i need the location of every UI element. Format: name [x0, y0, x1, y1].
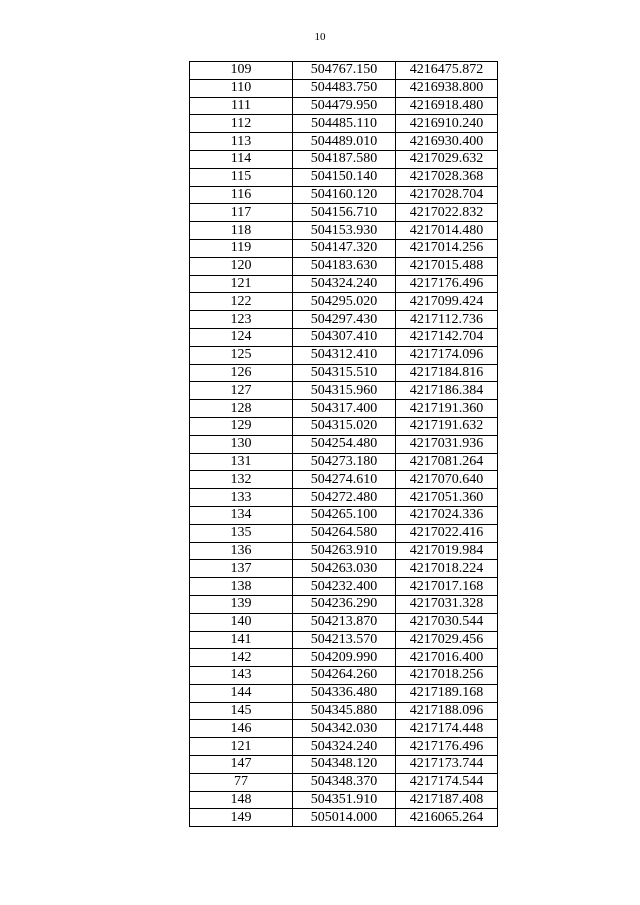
x-coordinate-cell: 504273.180	[293, 453, 396, 471]
table-row	[190, 150, 498, 168]
x-coordinate-cell: 504342.030	[293, 720, 396, 738]
y-coordinate-cell: 4217184.816	[396, 364, 498, 382]
point-number-cell: 143	[190, 667, 293, 685]
x-coordinate-cell: 504153.930	[293, 222, 396, 240]
table-row	[190, 133, 498, 151]
y-coordinate-cell: 4217142.704	[396, 328, 498, 346]
table-row	[190, 613, 498, 631]
y-coordinate-cell: 4217099.424	[396, 293, 498, 311]
x-coordinate-cell: 504160.120	[293, 186, 396, 204]
point-number-cell: 126	[190, 364, 293, 382]
x-coordinate-cell: 504489.010	[293, 133, 396, 151]
point-number-cell: 128	[190, 400, 293, 418]
table-row	[190, 417, 498, 435]
y-coordinate-cell: 4216918.480	[396, 97, 498, 115]
table-row	[190, 578, 498, 596]
point-number-cell: 119	[190, 239, 293, 257]
y-coordinate-cell: 4217191.632	[396, 417, 498, 435]
y-coordinate-cell: 4216938.800	[396, 79, 498, 97]
y-coordinate-cell: 4217031.328	[396, 595, 498, 613]
x-coordinate-cell: 504264.580	[293, 524, 396, 542]
table-row	[190, 791, 498, 809]
table-row	[190, 382, 498, 400]
point-number-cell: 109	[190, 62, 293, 80]
y-coordinate-cell: 4217176.496	[396, 738, 498, 756]
table-row	[190, 738, 498, 756]
x-coordinate-cell: 504209.990	[293, 649, 396, 667]
table-row	[190, 435, 498, 453]
table-row	[190, 720, 498, 738]
table-row	[190, 542, 498, 560]
point-number-cell: 140	[190, 613, 293, 631]
y-coordinate-cell: 4216930.400	[396, 133, 498, 151]
x-coordinate-cell: 504336.480	[293, 684, 396, 702]
table-row	[190, 346, 498, 364]
point-number-cell: 114	[190, 150, 293, 168]
point-number-cell: 121	[190, 738, 293, 756]
table-row	[190, 631, 498, 649]
y-coordinate-cell: 4217187.408	[396, 791, 498, 809]
point-number-cell: 125	[190, 346, 293, 364]
y-coordinate-cell: 4217019.984	[396, 542, 498, 560]
x-coordinate-cell: 504232.400	[293, 578, 396, 596]
table-row	[190, 115, 498, 133]
x-coordinate-cell: 504479.950	[293, 97, 396, 115]
table-row	[190, 684, 498, 702]
point-number-cell: 146	[190, 720, 293, 738]
point-number-cell: 147	[190, 756, 293, 774]
point-number-cell: 115	[190, 168, 293, 186]
table-row	[190, 364, 498, 382]
table-row	[190, 756, 498, 774]
table-row	[190, 400, 498, 418]
x-coordinate-cell: 504147.320	[293, 239, 396, 257]
x-coordinate-cell: 504348.120	[293, 756, 396, 774]
table-row	[190, 186, 498, 204]
point-number-cell: 149	[190, 809, 293, 827]
point-number-cell: 116	[190, 186, 293, 204]
point-number-cell: 133	[190, 489, 293, 507]
y-coordinate-cell: 4217051.360	[396, 489, 498, 507]
x-coordinate-cell: 504483.750	[293, 79, 396, 97]
x-coordinate-cell: 504348.370	[293, 773, 396, 791]
point-number-cell: 137	[190, 560, 293, 578]
point-number-cell: 77	[190, 773, 293, 791]
table-row	[190, 275, 498, 293]
x-coordinate-cell: 504274.610	[293, 471, 396, 489]
point-number-cell: 136	[190, 542, 293, 560]
y-coordinate-cell: 4217017.168	[396, 578, 498, 596]
x-coordinate-cell: 504297.430	[293, 311, 396, 329]
point-number-cell: 112	[190, 115, 293, 133]
point-number-cell: 124	[190, 328, 293, 346]
y-coordinate-cell: 4216475.872	[396, 62, 498, 80]
x-coordinate-cell: 504263.030	[293, 560, 396, 578]
x-coordinate-cell: 504263.910	[293, 542, 396, 560]
y-coordinate-cell: 4217112.736	[396, 311, 498, 329]
table-row	[190, 773, 498, 791]
x-coordinate-cell: 504315.510	[293, 364, 396, 382]
x-coordinate-cell: 504317.400	[293, 400, 396, 418]
y-coordinate-cell: 4217014.256	[396, 239, 498, 257]
table-row	[190, 79, 498, 97]
x-coordinate-cell: 504295.020	[293, 293, 396, 311]
table-row	[190, 702, 498, 720]
table-row	[190, 168, 498, 186]
y-coordinate-cell: 4217018.256	[396, 667, 498, 685]
point-number-cell: 145	[190, 702, 293, 720]
table-row	[190, 204, 498, 222]
y-coordinate-cell: 4216065.264	[396, 809, 498, 827]
x-coordinate-cell: 504187.580	[293, 150, 396, 168]
point-number-cell: 129	[190, 417, 293, 435]
y-coordinate-cell: 4217191.360	[396, 400, 498, 418]
y-coordinate-cell: 4217028.368	[396, 168, 498, 186]
x-coordinate-cell: 504324.240	[293, 275, 396, 293]
x-coordinate-cell: 504150.140	[293, 168, 396, 186]
table-row	[190, 489, 498, 507]
y-coordinate-cell: 4217030.544	[396, 613, 498, 631]
point-number-cell: 148	[190, 791, 293, 809]
y-coordinate-cell: 4217014.480	[396, 222, 498, 240]
point-number-cell: 134	[190, 506, 293, 524]
point-number-cell: 120	[190, 257, 293, 275]
x-coordinate-cell: 504156.710	[293, 204, 396, 222]
point-number-cell: 121	[190, 275, 293, 293]
point-number-cell: 110	[190, 79, 293, 97]
y-coordinate-cell: 4217174.448	[396, 720, 498, 738]
point-number-cell: 130	[190, 435, 293, 453]
x-coordinate-cell: 504236.290	[293, 595, 396, 613]
point-number-cell: 142	[190, 649, 293, 667]
y-coordinate-cell: 4217031.936	[396, 435, 498, 453]
table-row	[190, 809, 498, 827]
table-row	[190, 328, 498, 346]
x-coordinate-cell: 504767.150	[293, 62, 396, 80]
point-number-cell: 132	[190, 471, 293, 489]
table-row	[190, 239, 498, 257]
point-number-cell: 127	[190, 382, 293, 400]
table-row	[190, 524, 498, 542]
x-coordinate-cell: 504307.410	[293, 328, 396, 346]
y-coordinate-cell: 4217188.096	[396, 702, 498, 720]
y-coordinate-cell: 4217174.096	[396, 346, 498, 364]
x-coordinate-cell: 504213.570	[293, 631, 396, 649]
y-coordinate-cell: 4217081.264	[396, 453, 498, 471]
x-coordinate-cell: 504264.260	[293, 667, 396, 685]
point-number-cell: 144	[190, 684, 293, 702]
point-number-cell: 111	[190, 97, 293, 115]
x-coordinate-cell: 504315.020	[293, 417, 396, 435]
table-row	[190, 506, 498, 524]
point-number-cell: 138	[190, 578, 293, 596]
y-coordinate-cell: 4217186.384	[396, 382, 498, 400]
table-row	[190, 453, 498, 471]
x-coordinate-cell: 504254.480	[293, 435, 396, 453]
y-coordinate-cell: 4217189.168	[396, 684, 498, 702]
table-row	[190, 257, 498, 275]
table-row	[190, 311, 498, 329]
x-coordinate-cell: 504213.870	[293, 613, 396, 631]
y-coordinate-cell: 4216910.240	[396, 115, 498, 133]
point-number-cell: 135	[190, 524, 293, 542]
x-coordinate-cell: 504265.100	[293, 506, 396, 524]
y-coordinate-cell: 4217070.640	[396, 471, 498, 489]
y-coordinate-cell: 4217029.632	[396, 150, 498, 168]
x-coordinate-cell: 504312.410	[293, 346, 396, 364]
x-coordinate-cell: 504315.960	[293, 382, 396, 400]
x-coordinate-cell: 505014.000	[293, 809, 396, 827]
y-coordinate-cell: 4217015.488	[396, 257, 498, 275]
y-coordinate-cell: 4217174.544	[396, 773, 498, 791]
table-row	[190, 471, 498, 489]
table-row	[190, 222, 498, 240]
y-coordinate-cell: 4217173.744	[396, 756, 498, 774]
coordinates-table-body	[190, 62, 498, 827]
point-number-cell: 131	[190, 453, 293, 471]
x-coordinate-cell: 504351.910	[293, 791, 396, 809]
point-number-cell: 118	[190, 222, 293, 240]
y-coordinate-cell: 4217176.496	[396, 275, 498, 293]
coordinates-table	[189, 61, 498, 827]
table-row	[190, 649, 498, 667]
y-coordinate-cell: 4217028.704	[396, 186, 498, 204]
table-row	[190, 667, 498, 685]
y-coordinate-cell: 4217022.416	[396, 524, 498, 542]
table-row	[190, 97, 498, 115]
table-row	[190, 62, 498, 80]
y-coordinate-cell: 4217024.336	[396, 506, 498, 524]
point-number-cell: 113	[190, 133, 293, 151]
x-coordinate-cell: 504485.110	[293, 115, 396, 133]
x-coordinate-cell: 504183.630	[293, 257, 396, 275]
table-row	[190, 293, 498, 311]
point-number-cell: 122	[190, 293, 293, 311]
x-coordinate-cell: 504345.880	[293, 702, 396, 720]
page-number: 10	[314, 31, 326, 43]
y-coordinate-cell: 4217018.224	[396, 560, 498, 578]
table-row	[190, 560, 498, 578]
point-number-cell: 123	[190, 311, 293, 329]
x-coordinate-cell: 504272.480	[293, 489, 396, 507]
point-number-cell: 141	[190, 631, 293, 649]
x-coordinate-cell: 504324.240	[293, 738, 396, 756]
y-coordinate-cell: 4217022.832	[396, 204, 498, 222]
point-number-cell: 139	[190, 595, 293, 613]
table-row	[190, 595, 498, 613]
point-number-cell: 117	[190, 204, 293, 222]
y-coordinate-cell: 4217016.400	[396, 649, 498, 667]
y-coordinate-cell: 4217029.456	[396, 631, 498, 649]
